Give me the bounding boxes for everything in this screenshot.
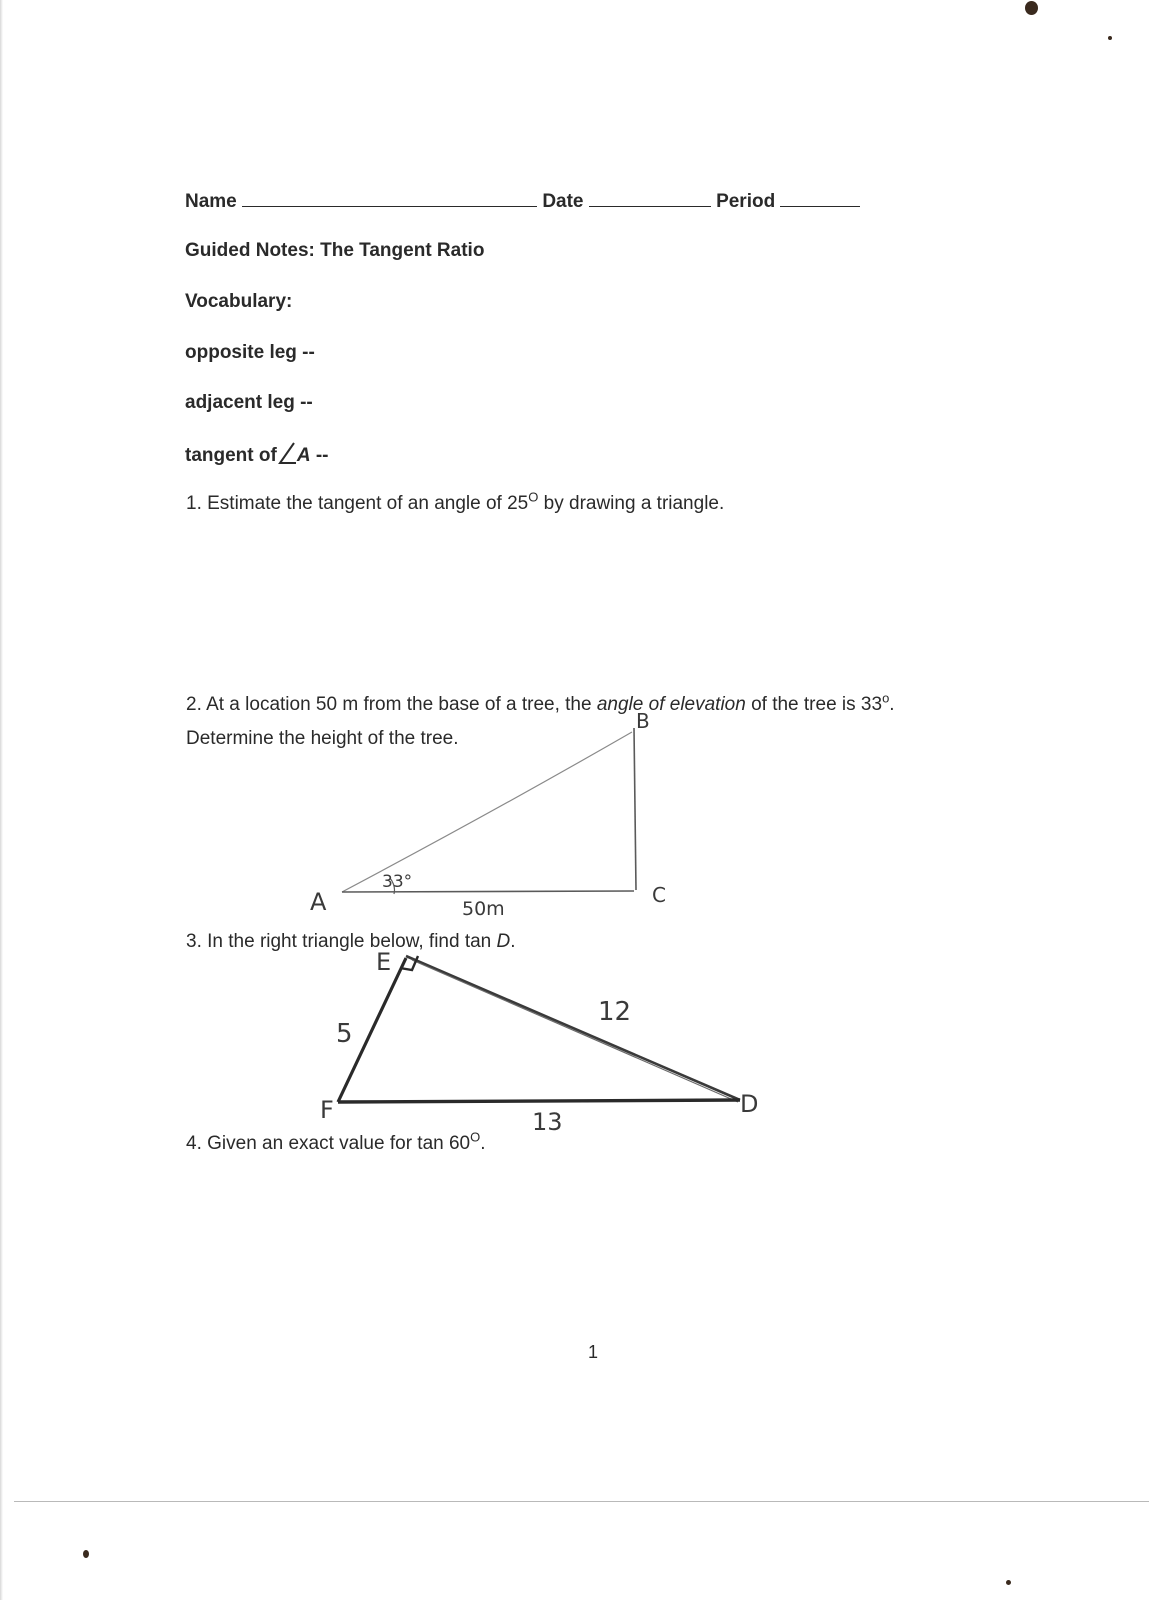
angle-33-label: 33°	[382, 872, 413, 892]
q4-text: 4. Given an exact value for tan 60	[186, 1133, 471, 1154]
q2-text-c: .	[889, 694, 895, 715]
vocab-opposite-leg: opposite leg --	[185, 342, 315, 363]
vertex-c-label: C	[652, 883, 666, 907]
angle-icon	[277, 442, 297, 466]
date-blank[interactable]	[589, 188, 711, 207]
scan-speck	[83, 1550, 89, 1558]
q2-text-b: of the tree is 33	[745, 694, 883, 715]
tangent-prefix: tangent of	[185, 445, 277, 466]
q1-degree: O	[528, 489, 539, 505]
q2-text-a: 2. At a location 50 m from the base of a tree, the	[186, 694, 597, 715]
vocab-adjacent-leg: adjacent leg --	[185, 392, 313, 413]
q3-var: D	[496, 931, 511, 952]
vertex-e-label: E	[376, 948, 392, 976]
vocab-tangent	[185, 442, 329, 468]
scan-speck	[1006, 1580, 1011, 1585]
header-line	[185, 188, 860, 214]
vocabulary-heading: Vocabulary:	[185, 291, 293, 312]
tree-triangle-figure	[300, 710, 700, 920]
vertical-side-bc	[634, 728, 636, 890]
side-ed	[406, 956, 740, 1100]
tangent-suffix: --	[310, 445, 329, 466]
name-label: Name	[185, 191, 237, 212]
page-divider	[14, 1501, 1149, 1502]
q2-text-italic: angle of elevation	[596, 694, 746, 715]
scan-edge	[0, 0, 3, 1600]
q4-text-end: .	[480, 1133, 486, 1154]
side-ed-overstroke	[412, 960, 738, 1102]
side-fd	[338, 1100, 740, 1102]
vertex-a-label: A	[310, 888, 327, 916]
side-ef-length: 5	[336, 1019, 353, 1049]
scan-speck	[1108, 36, 1112, 40]
right-triangle-def-figure	[320, 940, 780, 1140]
q4-degree: O	[470, 1129, 481, 1145]
question-1	[186, 489, 725, 516]
q1-text-end: by drawing a triangle.	[538, 493, 725, 514]
question-4	[186, 1129, 486, 1156]
hypotenuse-ab	[342, 732, 632, 892]
q3-text-end: .	[510, 931, 516, 952]
page-title: Guided Notes: The Tangent Ratio	[185, 240, 485, 261]
vertex-b-label: B	[636, 709, 650, 733]
scan-speck	[1025, 1, 1038, 15]
page-number: 1	[588, 1342, 599, 1362]
period-label: Period	[716, 191, 776, 212]
vertex-d-label: D	[740, 1090, 759, 1118]
question-2-line-2: Determine the height of the tree.	[186, 728, 459, 749]
name-blank[interactable]	[242, 188, 537, 207]
q2-degree: o	[882, 690, 890, 706]
side-ed-length: 12	[598, 997, 632, 1027]
q3-text: 3. In the right triangle below, find tan	[186, 931, 497, 952]
tangent-var: A	[296, 445, 311, 466]
q1-text: 1. Estimate the tangent of an angle of 25	[186, 493, 529, 514]
base-50m-label: 50m	[462, 898, 505, 920]
period-blank[interactable]	[780, 188, 860, 207]
side-fd-length: 13	[532, 1108, 563, 1136]
vertex-f-label: F	[320, 1096, 334, 1124]
date-label: Date	[542, 191, 584, 212]
